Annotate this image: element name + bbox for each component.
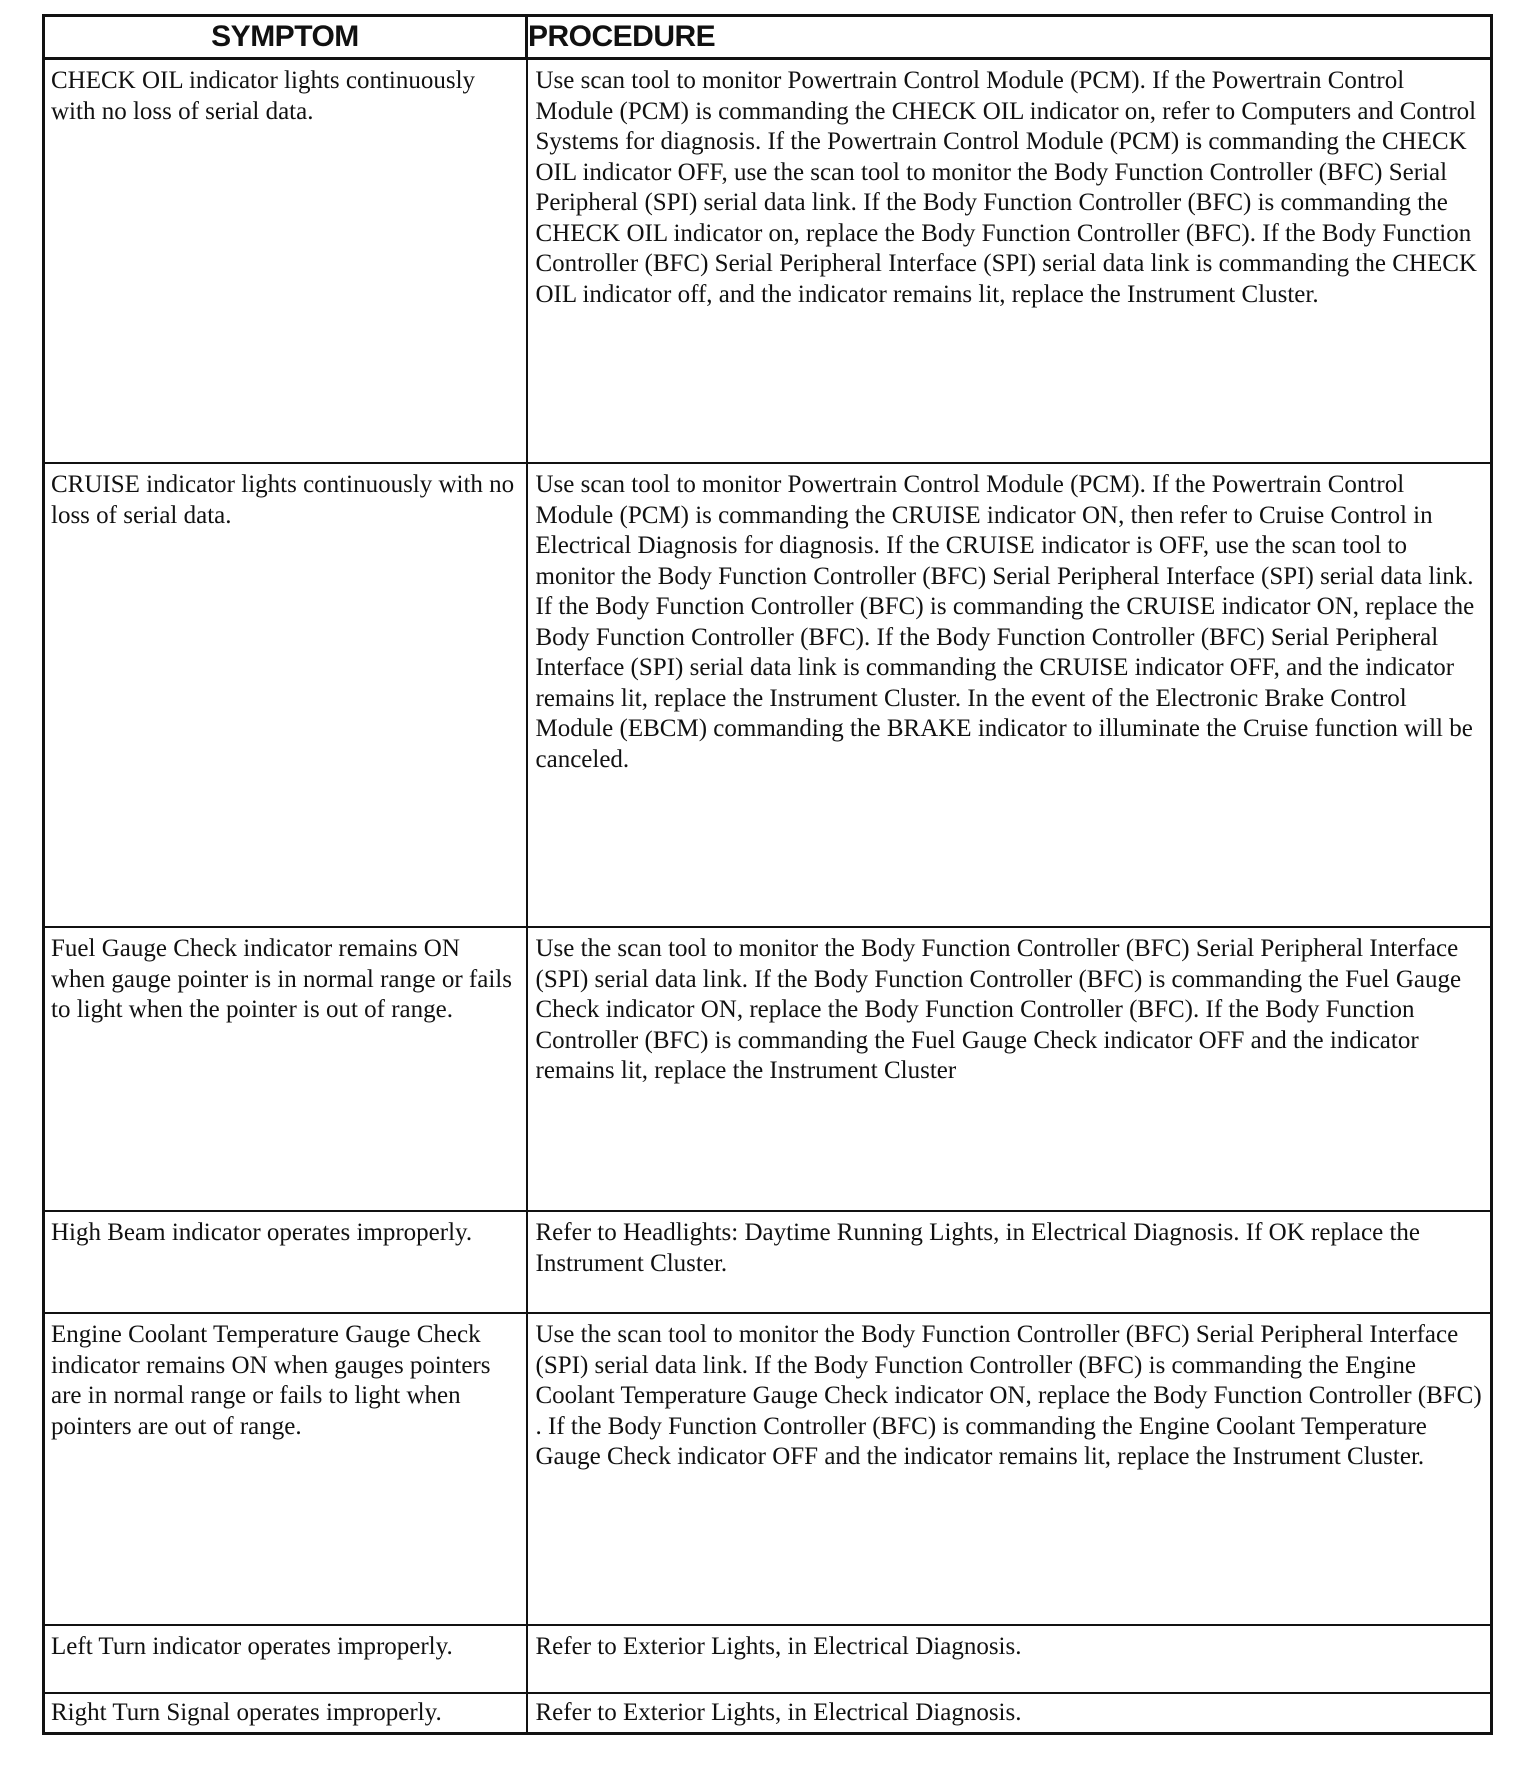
procedure-cell [527,59,1492,464]
procedure-cell [527,1625,1492,1693]
procedure-column-header: PROCEDURE [527,16,1492,59]
procedure-cell [527,1211,1492,1313]
procedure-cell [527,463,1492,927]
symptom-text: Right Turn Signal operates improperly. [51,1699,442,1726]
procedure-cell [527,927,1492,1211]
procedure-cell [527,1693,1492,1734]
table-row [44,1693,1492,1734]
symptom-cell [44,1625,527,1693]
procedure-text: Use the scan tool to monitor the Body Function Controller (BFC) Serial Peripheral Interface (SPI) serial data link. If the Body Function Controller (BFC) is commanding the Engine Coolant Temperature Gauge Check indicator ON, replace the Body Function Controller (BFC) . If the Body Function Controller (BFC) is commanding the Engine Coolant Temperature Gauge Check indicator OFF and the indicator remains lit, replace the Instrument Cluster. [535,1321,1482,1470]
symptom-column-header: SYMPTOM [44,16,527,59]
symptom-cell [44,463,527,927]
table-row [44,59,1492,464]
table-row [44,927,1492,1211]
symptom-cell [44,1313,527,1625]
procedure-text: Refer to Exterior Lights, in Electrical Diagnosis. [535,1633,1022,1660]
table-row [44,1625,1492,1693]
symptom-text: CRUISE indicator lights continuously with no loss of serial data. [51,471,515,529]
symptom-procedure-table [42,14,1493,1735]
table-row [44,1313,1492,1625]
diagnosis-table-page [42,14,1490,1735]
symptom-cell [44,59,527,464]
symptom-text: CHECK OIL indicator lights continuously with no loss of serial data. [51,67,476,125]
symptom-cell [44,1693,527,1734]
procedure-text: Refer to Headlights: Daytime Running Lights, in Electrical Diagnosis. If OK replace the Instrument Cluster. [535,1219,1420,1277]
procedure-text: Use the scan tool to monitor the Body Function Controller (BFC) Serial Peripheral Interface (SPI) serial data link. If the Body Function Controller (BFC) is commanding the Fuel Gauge Check indicator ON, replace the Body Function Controller (BFC). If the Body Function Controller (BFC) is commanding the Fuel Gauge Check indicator OFF and the indicator remains lit, replace the Instrument Cluster [535,935,1462,1084]
procedure-cell [527,1313,1492,1625]
symptom-text: High Beam indicator operates improperly. [51,1219,473,1246]
symptom-text: Left Turn indicator operates improperly. [51,1633,453,1660]
table-row [44,1211,1492,1313]
procedure-text: Refer to Exterior Lights, in Electrical Diagnosis. [535,1699,1022,1726]
symptom-text: Fuel Gauge Check indicator remains ON when gauge pointer is in normal range or fails to light when the pointer is out of range. [51,935,512,1023]
procedure-text: Use scan tool to monitor Powertrain Control Module (PCM). If the Powertrain Control Module (PCM) is commanding the CRUISE indicator ON, then refer to Cruise Control in Electrical Diagnosis for diagnosis. If the CRUISE indicator is OFF, use the scan tool to monitor the Body Function Controller (BFC) Serial Peripheral Interface (SPI) serial data link. If the Body Function Controller (BFC) is commanding the CRUISE indicator ON, replace the Body Function Controller (BFC). If the Body Function Controller (BFC) Serial Peripheral Interface (SPI) serial data link is commanding the CRUISE indicator OFF, and the indicator remains lit, replace the Instrument Cluster. In the event of the Electronic Brake Control Module (EBCM) commanding the BRAKE indicator to illuminate the Cruise function will be canceled. [535,471,1475,773]
table-row [44,463,1492,927]
symptom-text: Engine Coolant Temperature Gauge Check indicator remains ON when gauges pointers are in normal range or fails to light when pointers are out of range. [51,1321,491,1440]
table-header-row [44,16,1492,59]
symptom-cell [44,1211,527,1313]
procedure-text: Use scan tool to monitor Powertrain Control Module (PCM). If the Powertrain Control Module (PCM) is commanding the CHECK OIL indicator on, refer to Computers and Control Systems for diagnosis. If the Powertrain Control Module (PCM) is commanding the CHECK OIL indicator OFF, use the scan tool to monitor the Body Function Controller (BFC) Serial Peripheral (SPI) serial data link. If the Body Function Controller (BFC) is commanding the CHECK OIL indicator on, replace the Body Function Controller (BFC). If the Body Function Controller (BFC) Serial Peripheral Interface (SPI) serial data link is commanding the CHECK OIL indicator off, and the indicator remains lit, replace the Instrument Cluster. [535,67,1477,308]
symptom-cell [44,927,527,1211]
